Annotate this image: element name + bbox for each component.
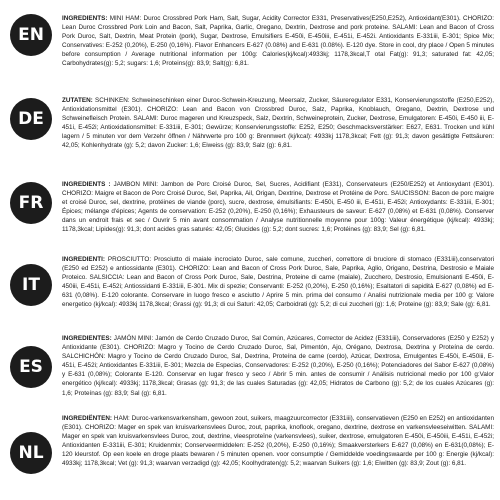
body-nl: HAM: Duroc-varkensvarkensham, gewoon zout, suikers, maagzuurcorrector (E331iii), conservatieven (E250 en E252) en antioxidanten (E301). CHORIZO: Mager en spek van kruisvarkensvlees Duroc, zout, paprika, knoflook, oregano, dextrine, dextrose en varkensvleeseiwitten. SALAMI: Mager en spek van kruisvarkensvlees Duroc, zout, dextrine, vleesproteïne (varkensvlees), suiker, dextrose, emulgatoren E-450i, E-450iii, E-451i, E-452i; Antioxidanten E-331iii, E-301; Kruidenmix; Conserveermiddelen: E-252 (0,20%), E-250 (0,16%); Smaakversterkers E-627 (0,08%) en E-631(0,08%); E-120 kleurstof. Op een koele en droge plaats bewaren / 5 minuten openen. voor consumptie / Gemiddelde voedingswaarde per 100 g: Energie (kj/kcal): 4933kj; 1178,3kcal; Vet (g): 91,3; waarvan verzadigd (g): 42,05; Koolhydraten(g): 5,2; waarvan Suikers (g): 1,6; Eiwitten (g): 83,9; Zout (g): 6,81. <box>62 415 494 468</box>
ingredients-text-es <box>62 334 494 398</box>
ingredients-text-de <box>62 96 494 151</box>
ingredients-text-nl <box>62 414 494 469</box>
section-nl <box>0 414 500 500</box>
language-badge-es: ES <box>10 346 52 388</box>
section-it <box>0 250 500 328</box>
body-en: MINI HAM: Duroc Crossbred Pork Ham, Salt, Sugar, Acidity Corrector E331, Preservatives(E250,E252), Antioxidant(E301). CHORIZO: Lean Duroc Crossbred Pork Loin and Bacon, Salt, Paprika, Garlic, Oregano, Dextrin, Dextrose and pork proteine. SALAMI: Lean and Bacon of Cross Pork Duroc, Salt, Dextrin, Meat Protein (pork), Sugar, Dextrose, Emulsifiers E-450i, E-450iii, E-451i, E-452i. Antioxidants E-331iii, E-301; Spice Mix; Conservatives: E-252 (0,20%), E-250 (0,16%). Flavor Enhancers E-627 (0.08%) and E-631 (0.08%). E-120 dye. Store in cool, dry place / Open 5 minutes before consumption / Average nutritional information per 100g: Calories(kj/kcal):4933kj; 1178,3kcal,T otal Fat(g): 91,3; saturated fat: 42,05; Carbohydrates(g): 5,2; sugars: 1,6; Proteins(g): 83,9; Salt(g): 6,81. <box>62 15 495 68</box>
heading-es: INGREDIENTES: <box>62 335 112 342</box>
ingredients-text-en <box>62 14 494 69</box>
ingredients-text-fr <box>62 180 494 235</box>
section-de <box>0 84 500 162</box>
body-it: PROSCIUTTO: Prosciutto di maiale incrociato Duroc, sale comune, zuccheri, correttore di bruciore di stomaco (E331iii),conservatori (E250 ed E252) e antiossidante (E301). CHORIZO: Lean and Bacon of Cross Pork Duroc, Sale, Paprika, Aglio, Origano, Destrina, Destrosio e Maiale Proteico. SALSICCIA: Lean and Bacon of Cross Pork Duroc, Sale, Destrina, Proteine di carne (maiale), Zucchero, Destrosio, Emulsionanti E-450i, E-450iii, E-451i, E-452i; Antiossidanti E-331iii, E-301. Mix di spezie; Conservanti: E-252 (0,20%), E-250 (0,16%); Esaltatori di sapidità E-627 (0,08%) ed E-631 (0,08%). E-120 colorante. Conservare in luogo fresco e asciutto / Aprire 5 min. prima del consumo / Analisi nutrizionale media per 100 g: Valore energetico (kj/kcal): 4933kj 1178,3kcal; Grassi (g): 91,3; di cui Saturi: 42,05; Carboidrati (g): 5,2; di cui zuccheri (g): 1,6; Proteine (g): 83,9; Sale (g): 6,81. <box>62 256 494 309</box>
body-fr: JAMBON MINI: Jambon de Porc Croisé Duroc, Sel, Sucres, Acidifiant (E331), Conservateurs (E250/E252) et Antioxydant (E301). CHORIZO: Maigre et Bacon de Porc Croisé Duroc, Sel, Paprika, Ail, Origan, Dextrine, Dextrose et Protéine de Porc. SAUCISSON: Bacon de porc maigre et croisé Duroc, sel, dextrine, protéines de viande (porc), sucre, dextrose, émulsifiants: E-450i, E-450 iii, E-451i, E-452i; Antioxydants: E-331iii, E-301; Épices; mélange d'épices; Agents de conservation: E-252 (0,20%), E-250 (0,16%); Exhausteurs de saveur: E-627 (0,08%) et E-631 (0,08%). Conserver dans un endroit frais et sec / Ouvrir 5 min avant consommation / Analyse nutritionnelle moyenne pour 100g: Valeur énergétique (kj/kcal): 4933kj; 1178,3kcal; Lipides(g): 91,3; dont acides gras saturés: 42,05; Glucides (g): 5,2; dont sucres: 1,6; Protéines (g): 83,9; Sel (g): 6,81. <box>62 181 495 234</box>
body-es: JAMÓN MINI: Jamón de Cerdo Cruzado Duroc, Sal Común, Azúcares, Corrector de Acidez (E331iii), Conservadores (E250 y E252) y Antioxidante (E301). CHORIZO: Magro y Tocino de Cerdo Cruzado Duroc, Sal, Pimentón, Ajo, Orégano, Dextrosa, Dextrina y Proteína de cerdo. SALCHICHÓN: Magro y Tocino de Cerdo Cruzado Duroc, Sal, Dextrina, Proteína de carne (cerdo), Azúcar, Dextrosa, Emulgentes E-450i, E-450iii, E-451i, E-452i; Antioxidantes E-331iii, E-301; Mezcla de Especias, Conservadores: E-252 (0,20%), E-250 (0,16%); Potenciadores del Sabor E-627 (0,08%) y E-631 (0,08%); Colorante E-120. Conservar en lugar fresco y seco / Abrir 5 min. antes de consumir / Análisis nutricional medio por 100 g:Valor energético (kj/kcal): 4933kj; 1178,3kcal; Grasas (g): 91,3; de las cuales Saturadas (g): 42,05; Hidratos de Carbono (g): 5,2; de los cuales Azúcares (g): 1,6; Proteínas (g): 83,9; Sal (g): 6,81. <box>62 335 495 397</box>
ingredients-text-it <box>62 255 494 310</box>
section-en <box>0 0 500 78</box>
language-badge-it: IT <box>10 264 52 306</box>
section-fr <box>0 168 500 246</box>
heading-de: ZUTATEN: <box>62 97 93 104</box>
language-badge-fr: FR <box>10 182 52 224</box>
heading-en: INGREDIENTS: <box>62 15 108 22</box>
heading-it: INGREDIENTI: <box>62 256 105 263</box>
heading-fr: INGREDIENTS : <box>62 181 111 188</box>
section-es <box>0 334 500 412</box>
language-badge-de: DE <box>10 98 52 140</box>
language-badge-nl: NL <box>10 432 52 474</box>
language-badge-en: EN <box>10 14 52 56</box>
body-de: SCHINKEN: Schweineschinken einer Duroc-Schwein-Kreuzung, Meersalz, Zucker, Säureregulator E331, Konservierungsstoffe (E250,E252), Antioxidationsmittel (E301). CHORIZO: Lean and Bacon von Crossbred Duroc, Salz, Paprika, Knoblauch, Oregano, Dextrin, Dextrose und Schweinefleisch Protein. SALAMI: Duroc mageren und Kreuzspeck, Salz, Dextrin, Schweineprotein, Zucker, Dextrose, Emulgatoren: E-450i, E-450 iii, E-451i, E-452i; Antioxidationsmittel: E-331iii, E-301; Gewürze; Konservierungsstoffe: E252, E250; Geschmacksverstärker: E627, E631. Trocken und kühl lagern / 5 minuten vor dem Verzehr öffnen / Nährwerte pro 100 g: Brennwert (kj/kcal): 4933kj 1178,3kcal; Fett (g): 91,3; davon gesättigte Fettsäuren: 42,05; Kohlenhydrate (g): 5,2; davon Zucker: 1,6; Eiweiss (g): 83,9; Salz (g): 6,81. <box>62 97 494 150</box>
heading-nl: INGREDIËNTEN: <box>62 415 113 422</box>
